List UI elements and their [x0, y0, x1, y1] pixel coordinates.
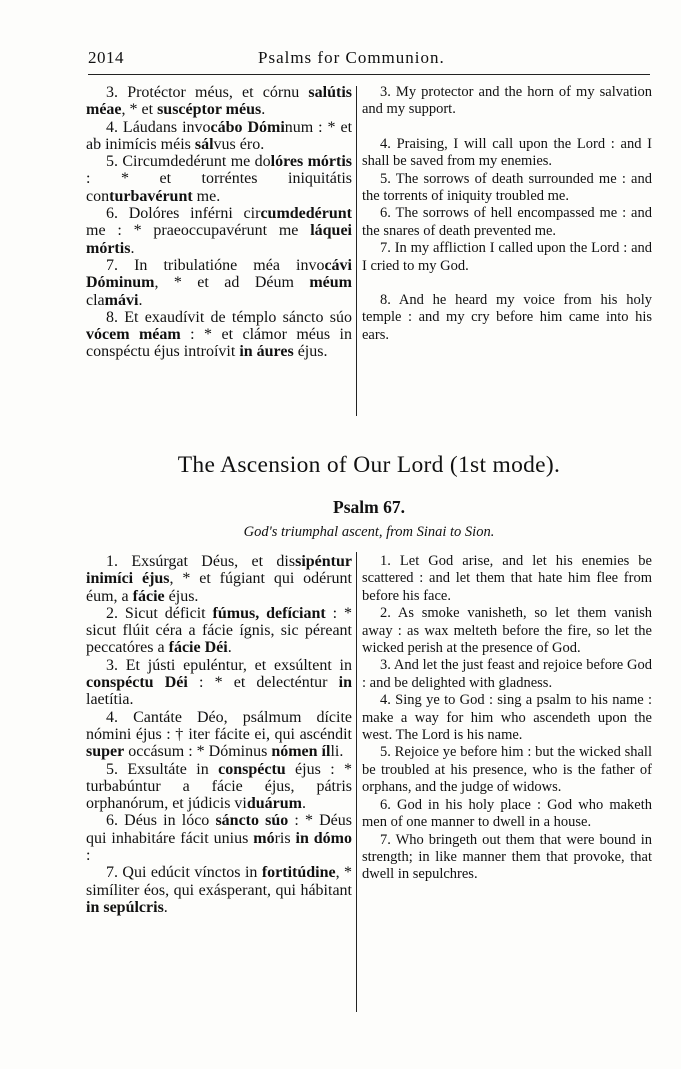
psalm-subtitle: God's triumphal ascent, from Sinai to Sion.	[243, 524, 495, 540]
latin-column-1	[86, 84, 352, 361]
latin-verse: 7. In tribulatióne méa invocávi Dóminum, * et ad Déum méum clamávi.	[86, 256, 352, 309]
english-verse: 1. Let God arise, and let his enemies be scattered : and let them that hate him flee from before his face.	[362, 553, 652, 604]
english-verse: 6. The sorrows of hell encompassed me : and the snares of death prevented me.	[362, 205, 652, 239]
latin-verse: 3. Protéctor méus, et córnu salútis méae, * et suscéptor méus.	[86, 84, 352, 119]
latin-verse: 6. Dolóres inférni circumdedérunt me : * praeoccupavérunt me láquei mórtis.	[86, 205, 352, 257]
header-rule	[88, 74, 650, 75]
running-title: Psalms for Communion.	[258, 48, 445, 67]
latin-verse: 4. Cantáte Déo, psálmum dícite nómini éjus : † iter fácite ei, qui ascéndit super occásum : * Dóminus nómen ílli.	[86, 708, 352, 761]
english-verse: 7. In my affliction I called upon the Lord : and I cried to my God.	[362, 240, 652, 274]
section-title: The Ascension of Our Lord (1st mode).	[177, 452, 561, 478]
english-verse: 8. And he heard my voice from his holy temple : and my cry before him came into his ears.	[362, 292, 652, 343]
column-divider-top	[356, 86, 357, 416]
latin-verse: 4. Láudans invocábo Dóminum : * et ab inimícis méis sálvus éro.	[86, 118, 353, 153]
english-verse: 7. Who bringeth out them that were bound in strength; in like manner them that provoke, that dwell in sepulchres.	[362, 831, 652, 883]
english-verse: 3. My protector and the horn of my salvation and my support.	[362, 84, 652, 118]
latin-verse: 7. Qui edúcit vínctos in fortitúdine, * simíliter éos, qui exásperant, qui hábitant in sepúlcris.	[86, 864, 353, 916]
latin-verse: 5. Exsultáte in conspéctu éjus : * turbabúntur a fácie éjus, pátris orphanórum, et júdicis viduárum.	[86, 760, 353, 813]
latin-verse: 1. Exsúrgat Déus, et dissipéntur inimíci éjus, * et fúgiant qui odérunt éum, a fácie éjus.	[86, 553, 353, 605]
english-verse: 5. The sorrows of death surrounded me : and the torrents of iniquity troubled me.	[362, 170, 652, 205]
column-divider-bottom	[356, 552, 357, 1012]
english-verse: 2. As smoke vanisheth, so let them vanish away : as wax melteth before the fire, so let the wicked perish at the presence of God.	[362, 605, 652, 657]
english-verse: 4. Sing ye to God : sing a psalm to his name : make a way for him who ascendeth upon the west. The Lord is his name.	[362, 692, 652, 744]
page-number: 2014	[88, 48, 124, 67]
latin-verse: 3. Et jústi epuléntur, et exsúltent in conspéctu Déi : * et delecténtur in laetítia.	[86, 656, 352, 709]
english-column-2	[362, 553, 652, 884]
latin-verse: 8. Et exaudívit de témplo sáncto súo vócem méam : * et clámor méus in conspéctu éjus introívit in áures éjus.	[86, 308, 352, 361]
page-header	[88, 48, 650, 72]
latin-column-2	[86, 553, 352, 916]
latin-verse: 5. Circumdedérunt me dolóres mórtis : * et torréntes iniquitátis conturbavérunt me.	[86, 153, 353, 205]
english-column-1	[362, 84, 652, 344]
psalm-title: Psalm 67.	[333, 497, 405, 517]
english-verse: 5. Rejoice ye before him : but the wicked shall be troubled at his presence, who is the father of orphans, and the judge of widows.	[362, 744, 652, 796]
latin-verse: 2. Sicut déficit fúmus, defíciant : * sicut flúit céra a fácie ígnis, sic péreant peccatóres a fácie Déi.	[86, 604, 352, 657]
english-verse: 4. Praising, I will call upon the Lord : and I shall be saved from my enemies.	[362, 135, 652, 170]
latin-verse: 6. Déus in lóco sáncto súo : * Déus qui inhabitáre fácit unius móris in dómo :	[86, 812, 353, 865]
english-verse: 6. God in his holy place : God who maketh men of one manner to dwell in a house.	[362, 796, 652, 831]
english-verse: 3. And let the just feast and rejoice before God : and be delighted with gladness.	[362, 657, 652, 691]
